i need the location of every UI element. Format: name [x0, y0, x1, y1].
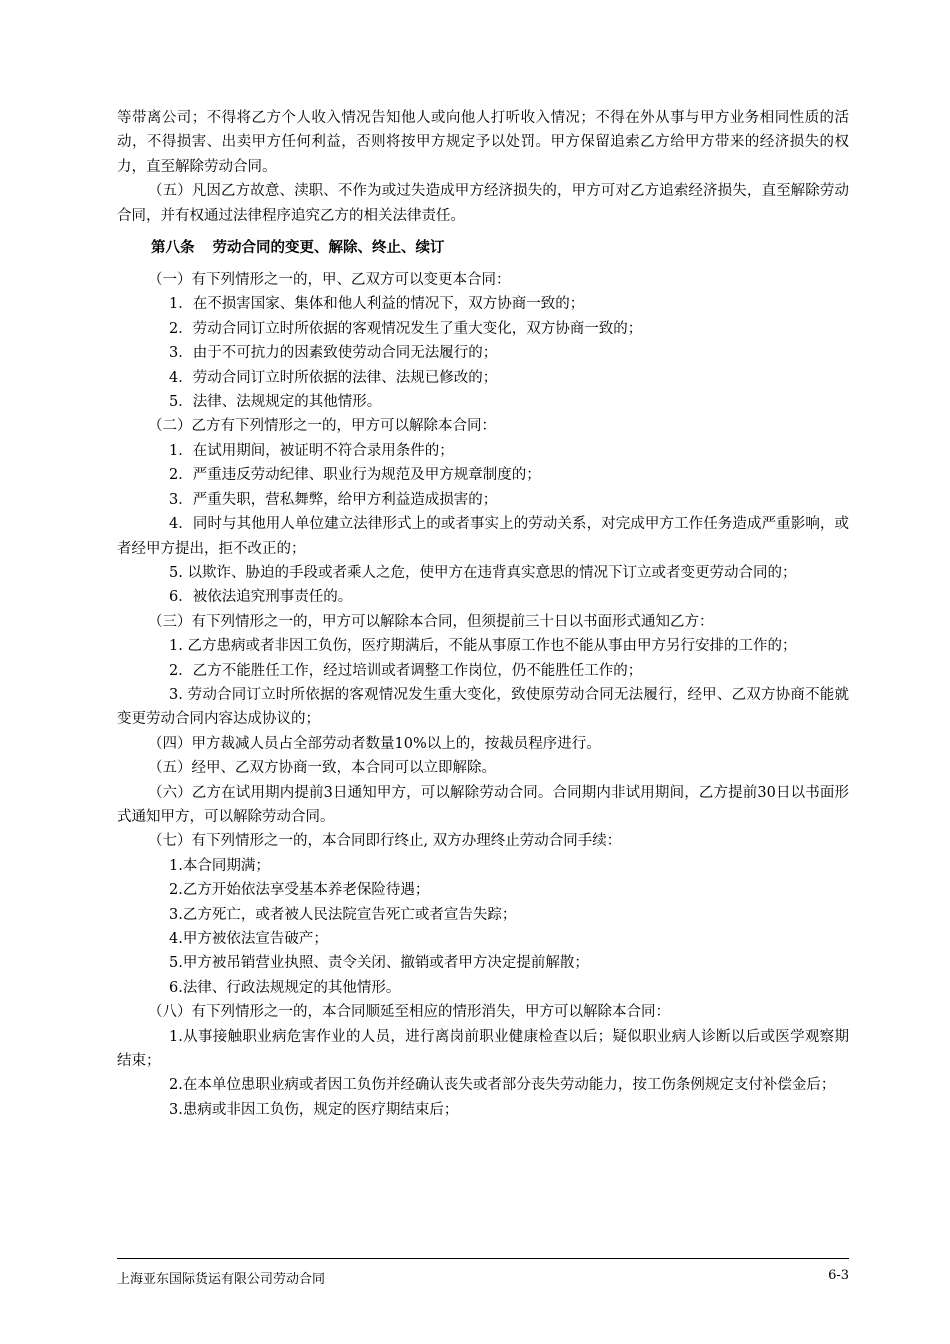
section-clause: （五）经甲、乙双方协商一致，本合同可以立即解除。 [148, 760, 496, 777]
clause-item: 1. 乙方患病或者非因工负伤，医疗期满后，不能从事原工作也不能从事由甲方另行安排的工作的； [169, 638, 797, 655]
section-clause: （八）有下列情形之一的，本合同顺延至相应的情形消失，甲方可以解除本合同： [148, 1004, 670, 1021]
clause-item: 3.患病或非因工负伤，规定的医疗期结束后； [169, 1101, 459, 1118]
article-heading [151, 236, 849, 260]
clause-item: 3. 劳动合同订立时所依据的客观情况发生重大变化，致使原劳动合同无法履行，经甲、乙双方协商不能就变更劳动合同内容达成协议的； [117, 686, 849, 728]
section-clause: （六）乙方在试用期内提前3日通知甲方，可以解除劳动合同。合同期内非试用期间，乙方提前30日以书面形式通知甲方，可以解除劳动合同。 [117, 784, 849, 825]
document-body [117, 106, 849, 1122]
clause-item: 2.乙方开始依法享受基本养老保险待遇； [169, 882, 430, 899]
article-sections [117, 268, 849, 1122]
article-title: 劳动合同的变更、解除、终止、续订 [212, 240, 445, 257]
section-clause: （二）乙方有下列情形之一的，甲方可以解除本合同： [148, 418, 496, 435]
page-number: 6-3 [828, 1268, 849, 1283]
clause-item: 5．法律、法规规定的其他情形。 [169, 394, 382, 411]
clause-item: 4.甲方被依法宣告破产； [169, 931, 328, 947]
section-clause: （一）有下列情形之一的，甲、乙双方可以变更本合同： [148, 272, 511, 289]
footer-divider [117, 1258, 849, 1259]
clause-item: 4．劳动合同订立时所依据的法律、法规已修改的； [169, 369, 498, 386]
clause-item: 1.本合同期满； [169, 857, 270, 874]
section-clause: （四）甲方裁减人员占全部劳动者数量10%以上的，按裁员程序进行。 [148, 735, 601, 752]
clause-item: 2.在本单位患职业病或者因工负伤并经确认丧失或者部分丧失劳动能力，按工伤条例规定支付补偿金后； [169, 1077, 836, 1094]
footer-company: 上海亚东国际货运有限公司劳动合同 [117, 1272, 326, 1287]
section-clause: （三）有下列情形之一的，甲方可以解除本合同，但须提前三十日以书面形式通知乙方： [148, 613, 714, 630]
article-number: 第八条 [151, 240, 195, 257]
clause-item: 6．被依法追究刑事责任的。 [169, 589, 353, 606]
clause-item: 5.甲方被吊销营业执照、责令关闭、撤销或者甲方决定提前解散； [169, 955, 589, 972]
clause-item: 2．劳动合同订立时所依据的客观情况发生了重大变化，双方协商一致的； [169, 320, 643, 337]
intro-paragraph: （五）凡因乙方故意、渎职、不作为或过失造成甲方经济损失的，甲方可对乙方追索经济损失，直至解除劳动合同，并有权通过法律程序追究乙方的相关法律责任。 [117, 183, 849, 224]
clause-item: 1.从事接触职业病危害作业的人员，进行离岗前职业健康检查以后；疑似职业病人诊断以后或医学观察期结束； [117, 1028, 849, 1070]
clause-item: 6.法律、行政法规规定的其他情形。 [169, 979, 401, 996]
clause-item: 2．严重违反劳动纪律、职业行为规范及甲方规章制度的； [169, 467, 541, 484]
clause-item: 2．乙方不能胜任工作，经过培训或者调整工作岗位，仍不能胜任工作的； [169, 662, 643, 679]
clause-item: 3．严重失职，营私舞弊，给甲方利益造成损害的； [169, 491, 498, 508]
clause-item: 5. 以欺诈、胁迫的手段或者乘人之危，使甲方在违背真实意思的情况下订立或者变更劳动合同的； [169, 564, 797, 581]
clause-item: 1．在试用期间，被证明不符合录用条件的； [169, 442, 454, 459]
clause-item: 3.乙方死亡，或者被人民法院宣告死亡或者宣告失踪； [169, 906, 517, 923]
section-clause: （七）有下列情形之一的，本合同即行终止, 双方办理终止劳动合同手续： [148, 833, 622, 850]
clause-item: 4．同时与其他用人单位建立法律形式上的或者事实上的劳动关系，对完成甲方工作任务造成严重影响，或者经甲方提出，拒不改正的； [117, 516, 849, 557]
clause-item: 3．由于不可抗力的因素致使劳动合同无法履行的； [169, 345, 498, 362]
intro-paragraph: 等带离公司；不得将乙方个人收入情况告知他人或向他人打听收入情况；不得在外从事与甲方业务相同性质的活动，不得损害、出卖甲方任何利益，否则将按甲方规定予以处罚。甲方保留追索乙方给甲方带来的经济损失的权力，直至解除劳动合同。 [117, 110, 849, 175]
clause-item: 1．在不损害国家、集体和他人利益的情况下，双方协商一致的； [169, 296, 585, 313]
